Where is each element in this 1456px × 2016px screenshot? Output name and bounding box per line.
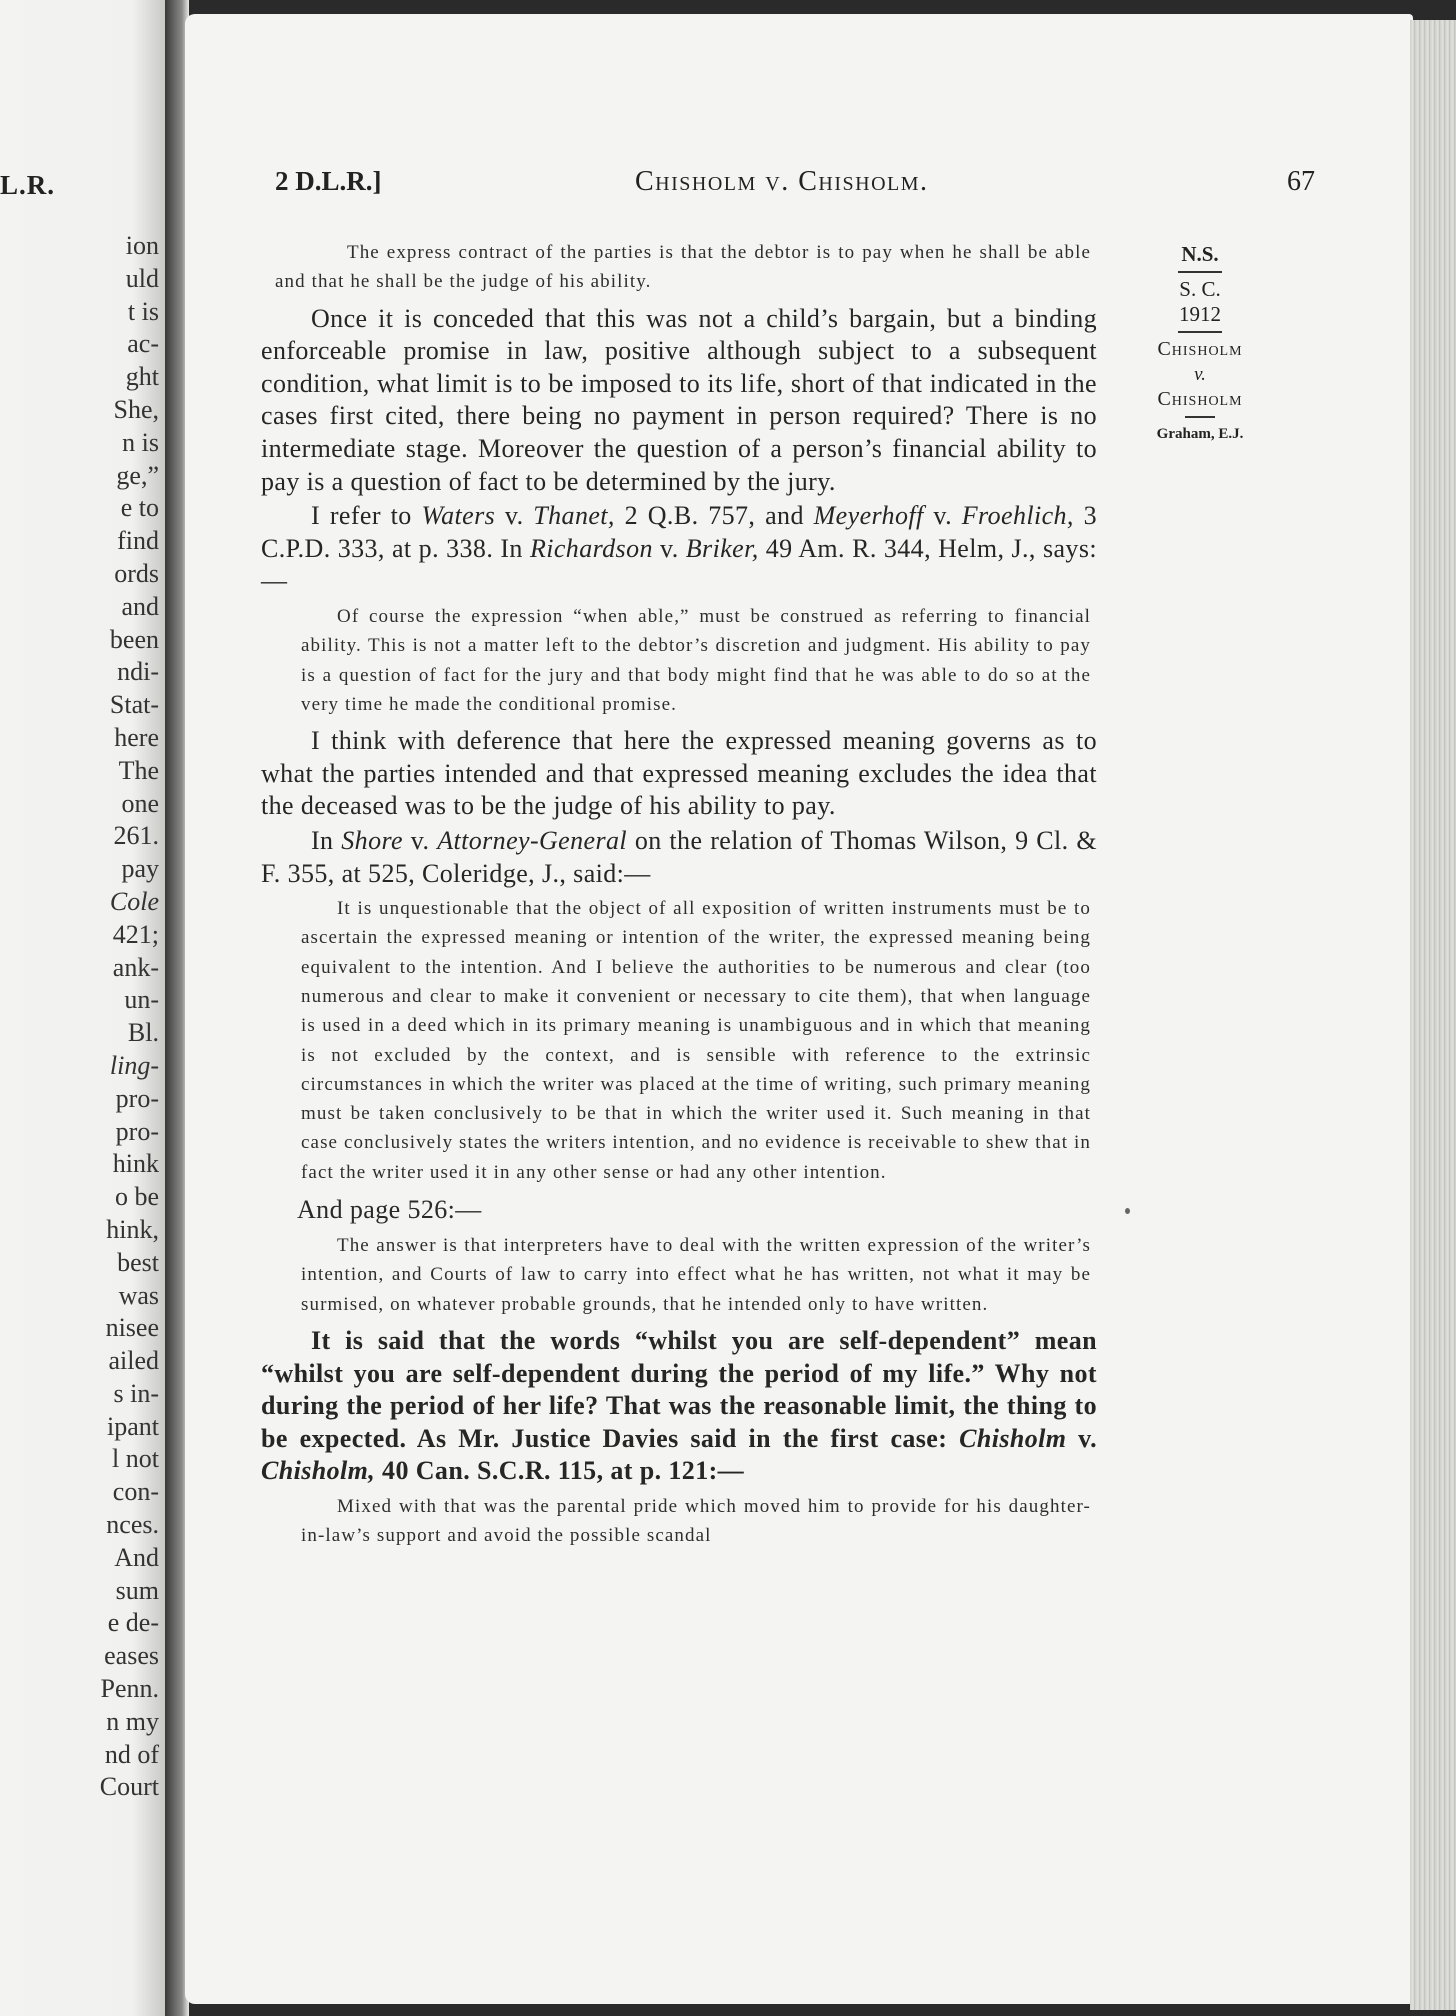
paragraph-citations: I refer to Waters v. Thanet, 2 Q.B. 757, and Meyerhoff v. Froehlich, 3 C.P.D. 333, at p. 338. In Richardson v. Briker, 49 Am. R. 344, Helm, J., says:— bbox=[261, 501, 1097, 596]
volume-reference: 2 D.L.R.] bbox=[275, 166, 382, 196]
facing-page-line: Court bbox=[99, 1772, 159, 1802]
block-quote: The express contract of the parties is that the debtor is to pay when he shall be able and that he shall be the judge of his ability. bbox=[275, 242, 1091, 293]
facing-page-line: and bbox=[121, 591, 159, 621]
facing-page-line: e de- bbox=[107, 1608, 159, 1638]
case-title: Chisholm v. Chisholm. bbox=[635, 166, 929, 197]
facing-page-line: 421; bbox=[112, 919, 159, 949]
facing-page-line: pro- bbox=[115, 1116, 159, 1146]
facing-page-line: ords bbox=[114, 558, 159, 588]
running-head bbox=[275, 166, 1315, 206]
facing-page-line: Stat- bbox=[109, 690, 159, 720]
paragraph-citation: In Shore v. Attorney-General on the relation of Thomas Wilson, 9 Cl. & F. 355, at 525, Coleridge, J., said:— bbox=[261, 825, 1098, 888]
facing-page-line: l not bbox=[112, 1444, 159, 1474]
facing-page-line: been bbox=[109, 624, 159, 654]
facing-page-line: e to bbox=[120, 493, 159, 523]
facing-page-line: 261. bbox=[113, 821, 159, 851]
facing-page-line: sum bbox=[115, 1575, 159, 1605]
divider bbox=[1178, 271, 1222, 273]
party-two: Chisholm bbox=[1157, 388, 1243, 410]
jurisdiction: N.S. bbox=[1181, 242, 1219, 266]
block-quote: Mixed with that was the parental pride which moved him to provide for his daughter-in-law’s support and avoid the possible scandal bbox=[301, 1495, 1091, 1547]
divider bbox=[1178, 331, 1222, 333]
paragraph: It is said that the words “whilst you are self-dependent” mean “whilst you are self-dependent during the period of my life.” Why not during the period of her life? That was the reasonable limit, the thing to be expected. As Mr. Justice Davies said in the first case: Chisholm v. Chisholm, 40 Can. S.C.R. 115, at p. 121:— bbox=[261, 1325, 1098, 1486]
facing-page-line: one bbox=[121, 788, 159, 818]
facing-page-line: Cole bbox=[109, 886, 159, 916]
facing-page-line: o be bbox=[114, 1182, 159, 1212]
facing-page-line: Bl. bbox=[127, 1018, 159, 1048]
facing-page-line: pro- bbox=[115, 1083, 159, 1113]
facing-page-line: ank- bbox=[112, 952, 159, 982]
facing-page-line: uld bbox=[125, 263, 159, 293]
facing-page-line: The bbox=[118, 755, 159, 785]
facing-page-line: n my bbox=[106, 1706, 159, 1736]
facing-page-line: con- bbox=[112, 1477, 159, 1507]
body-text bbox=[261, 238, 1097, 1557]
facing-page-line: eases bbox=[104, 1641, 159, 1671]
facing-page-line: nd of bbox=[104, 1739, 159, 1769]
party-one: Chisholm bbox=[1157, 338, 1243, 360]
facing-page-line: ac- bbox=[127, 329, 159, 359]
facing-page-line: s in- bbox=[113, 1378, 159, 1408]
page-edges bbox=[1410, 20, 1456, 2010]
facing-page-line: hink, bbox=[106, 1214, 159, 1244]
facing-page-text bbox=[9, 230, 159, 1804]
court: S. C. bbox=[1179, 277, 1221, 301]
margin-note bbox=[1135, 242, 1265, 447]
paragraph: I think with deference that here the expressed meaning governs as to what the parties intended and that expressed meaning excludes the idea that the deceased was to be the judge of his ability to pay. bbox=[261, 726, 1097, 821]
facing-page-line: ipant bbox=[107, 1411, 159, 1441]
facing-page-line: was bbox=[118, 1280, 159, 1310]
divider bbox=[1185, 416, 1215, 418]
facing-page-line: n is bbox=[122, 427, 159, 457]
block-quote: Of course the expression “when able,” must be construed as referring to financial ability. This is not a matter left to the debtor’s discretion and judgment. His ability to pay is a question of fact for the jury and that body might find that he was able to do so at the very time he made the conditional promise. bbox=[301, 605, 1091, 715]
facing-page-line: pay bbox=[121, 854, 159, 884]
facing-page-line: t is bbox=[127, 296, 159, 326]
facing-page-line: best bbox=[117, 1247, 159, 1277]
block-quote: It is unquestionable that the object of all exposition of written instruments must be to ascertain the expressed meaning or intention of the writer, the expressed meaning being equivalent to the intention. And I believe the authorities to be numerous and clear (too numerous and clear to make it convenient or necessary to cite them), that when language is used in a deed which in its primary meaning is unambiguous and in which that meaning is not excluded by the context, and is sensible with reference to the extrinsic circumstances in which the writer was placed at the time of writing, such primary meaning must be taken conclusively to be that in which the writer used it. Such meaning in that case conclusively states the writers intention, and no evidence is receivable to shew that in fact the writer used it in any other sense or had any other intention. bbox=[301, 898, 1091, 1183]
facing-page-line: find bbox=[117, 526, 159, 556]
facing-page-line: ling- bbox=[109, 1050, 159, 1080]
facing-page-line: Penn. bbox=[100, 1674, 159, 1704]
book-page bbox=[185, 14, 1413, 2004]
facing-page-line: And bbox=[114, 1542, 159, 1572]
paragraph-lead: And page 526:— bbox=[297, 1195, 482, 1225]
print-speck bbox=[1125, 1208, 1130, 1214]
facing-page-line: un- bbox=[124, 985, 159, 1015]
facing-page-line: here bbox=[114, 722, 159, 752]
facing-page-line: ailed bbox=[108, 1346, 159, 1376]
facing-page bbox=[0, 0, 165, 2016]
versus: v. bbox=[1194, 364, 1206, 385]
facing-page-line: nces. bbox=[106, 1510, 159, 1540]
facing-page-line: She, bbox=[113, 394, 159, 424]
paragraph: Once it is conceded that this was not a child’s bargain, but a binding enforceable promise in law, positive although subject to a subsequent condition, what limit is to be imposed to its life, short of that indicated in the cases first cited, there being no payment in person required? There is no intermediate stage. Moreover the question of a person’s financial ability to pay is a question of fact to be determined by the jury. bbox=[261, 303, 1097, 496]
facing-page-line: ion bbox=[125, 231, 159, 260]
facing-page-line: hink bbox=[112, 1149, 159, 1179]
facing-page-line: ndi- bbox=[117, 657, 159, 687]
page-number: 67 bbox=[1287, 166, 1315, 197]
facing-page-line: ght bbox=[125, 362, 159, 392]
year: 1912 bbox=[1179, 302, 1221, 326]
facing-page-line: nisee bbox=[105, 1313, 159, 1343]
facing-page-line: ge,” bbox=[116, 460, 159, 490]
block-quote: The answer is that interpreters have to deal with the written expression of the writer’s intention, and Courts of law to carry into effect what he has written, not what it may be surmised, on whatever probable grounds, that he intended only to have written. bbox=[301, 1235, 1091, 1315]
judge-name: Graham, E.J. bbox=[1156, 426, 1244, 442]
facing-page-header: L.R. bbox=[0, 170, 56, 200]
